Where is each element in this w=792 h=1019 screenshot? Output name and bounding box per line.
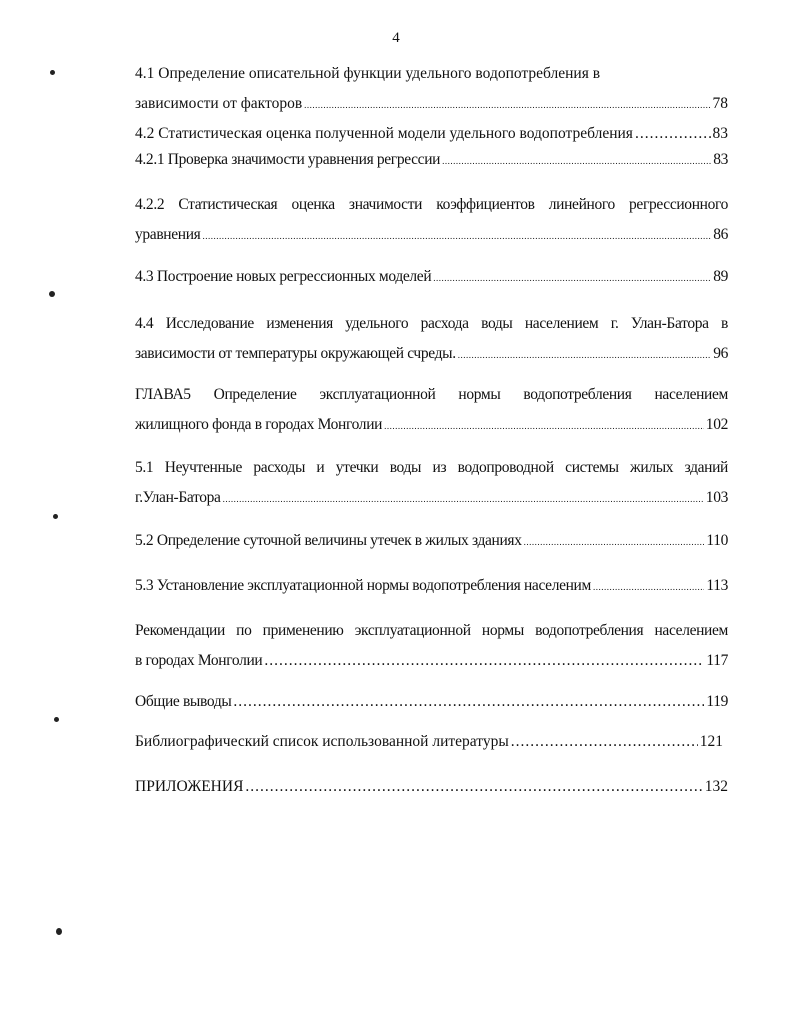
toc-entry-leader-line	[135, 145, 728, 176]
toc-page-number: 83	[713, 151, 728, 168]
toc-entry-text: 4.2.2 Статистическая оценка значимости коэффициентов линейного регрессионного	[135, 196, 728, 213]
toc-entry-leader-line	[135, 262, 728, 293]
leader-dots	[524, 527, 705, 557]
toc-entry-5-2	[135, 526, 728, 557]
leader-dots	[511, 727, 698, 757]
toc-entry-leader-line	[135, 339, 728, 370]
leader-dots	[458, 340, 711, 370]
toc-entry-text: 5.3 Установление эксплуатационной нормы водопотребления населеним	[135, 577, 591, 594]
scan-speck	[53, 514, 58, 519]
toc-entry-appendices	[135, 772, 728, 802]
toc-page-number: 121	[699, 733, 723, 750]
toc-page-number: 117	[706, 652, 728, 669]
toc-entry-text: 4.4 Исследование изменения удельного расхода воды населением г. Улан-Батора в	[135, 315, 728, 332]
toc-entry-leader-line	[135, 687, 728, 717]
toc-entry-conclusions	[135, 687, 728, 717]
scan-speck	[54, 717, 59, 722]
leader-dots	[304, 90, 710, 120]
toc-entry-bibliography	[135, 727, 723, 757]
leader-dots	[202, 221, 711, 251]
scan-speck	[50, 70, 55, 75]
toc-page-number: 89	[713, 268, 728, 285]
leader-dots	[593, 572, 704, 602]
toc-page-number: 113	[706, 577, 728, 594]
toc-page-number: 110	[706, 532, 728, 549]
toc-page-number: 119	[706, 693, 728, 710]
toc-entry-text: 4.1 Определение описательной функции удельного водопотребления в	[135, 65, 601, 82]
toc-entry-text: 4.2.1 Проверка значимости уравнения регрессии	[135, 151, 441, 168]
toc-entry-4-1	[135, 59, 728, 120]
toc-entry-leader-line	[135, 772, 728, 802]
toc-page-number: 102	[705, 416, 728, 433]
toc-entry-4-2-2	[135, 190, 728, 251]
toc-page-number: 96	[713, 345, 728, 362]
toc-entry-leader-line	[135, 646, 728, 676]
toc-entry-chapter-5	[135, 380, 728, 441]
scan-speck	[49, 291, 55, 297]
leader-dots	[384, 411, 704, 441]
toc-entry-text: 4.2 Статистическая оценка полученной модели удельного водопотребления	[135, 125, 633, 142]
toc-entry-text: 5.1 Неучтенные расходы и утечки воды из водопроводной системы жилых зданий	[135, 459, 728, 476]
toc-entry-text: в городах Монголии	[135, 652, 263, 669]
toc-entry-leader-line	[135, 571, 728, 602]
toc-entry-text: Библиографический список использованной литературы	[135, 733, 509, 750]
toc-page-number: 83	[712, 125, 728, 142]
toc-entry-text: 5.2 Определение суточной величины утечек в жилых зданиях	[135, 532, 522, 549]
page-number: 4	[392, 30, 400, 46]
toc-page-number: 78	[712, 95, 728, 112]
toc-entry-4-3	[135, 262, 728, 293]
toc-entry-text: Рекомендации по применению эксплуатационной нормы водопотребления населением	[135, 622, 728, 639]
leader-dots	[442, 146, 711, 176]
toc-entry-4-4	[135, 309, 728, 370]
toc-entry-leader-line	[135, 220, 728, 251]
leader-dots	[433, 263, 711, 293]
toc-entry-text: зависимости от факторов	[135, 95, 303, 112]
toc-entry-text: 4.3 Построение новых регрессионных моделей	[135, 268, 432, 285]
toc-entry-4-2-1	[135, 145, 728, 176]
toc-entry-leader-line	[135, 727, 723, 757]
toc-entry-5-1	[135, 453, 728, 514]
scan-speck	[56, 928, 62, 935]
toc-entry-5-3	[135, 571, 728, 602]
toc-entry-text: ГЛАВА5 Определение эксплуатационной нормы водопотребления населением	[135, 386, 728, 403]
leader-dots	[233, 687, 704, 717]
toc-entry-text: зависимости от температуры окружающей счреды.	[135, 345, 456, 362]
toc-entry-leader-line	[135, 526, 728, 557]
toc-entry-text: жилищного фонда в городах Монголии	[135, 416, 383, 433]
toc-entry-leader-line	[135, 410, 728, 441]
toc-entry-text: Общие выводы	[135, 693, 232, 710]
toc-page-number: 86	[713, 226, 728, 243]
toc-entry-text: г.Улан-Батора	[135, 489, 221, 506]
leader-dots	[223, 484, 704, 514]
toc-entry-leader-line	[135, 89, 728, 120]
toc-entry-text: уравнения	[135, 226, 201, 243]
toc-entry-recommendations	[135, 616, 728, 676]
toc-entry-text: ПРИЛОЖЕНИЯ	[135, 778, 244, 795]
toc-page-number: 103	[705, 489, 728, 506]
leader-dots	[264, 646, 704, 676]
leader-dots	[245, 772, 702, 802]
toc-entry-leader-line	[135, 483, 728, 514]
toc-page-number: 132	[704, 778, 728, 795]
